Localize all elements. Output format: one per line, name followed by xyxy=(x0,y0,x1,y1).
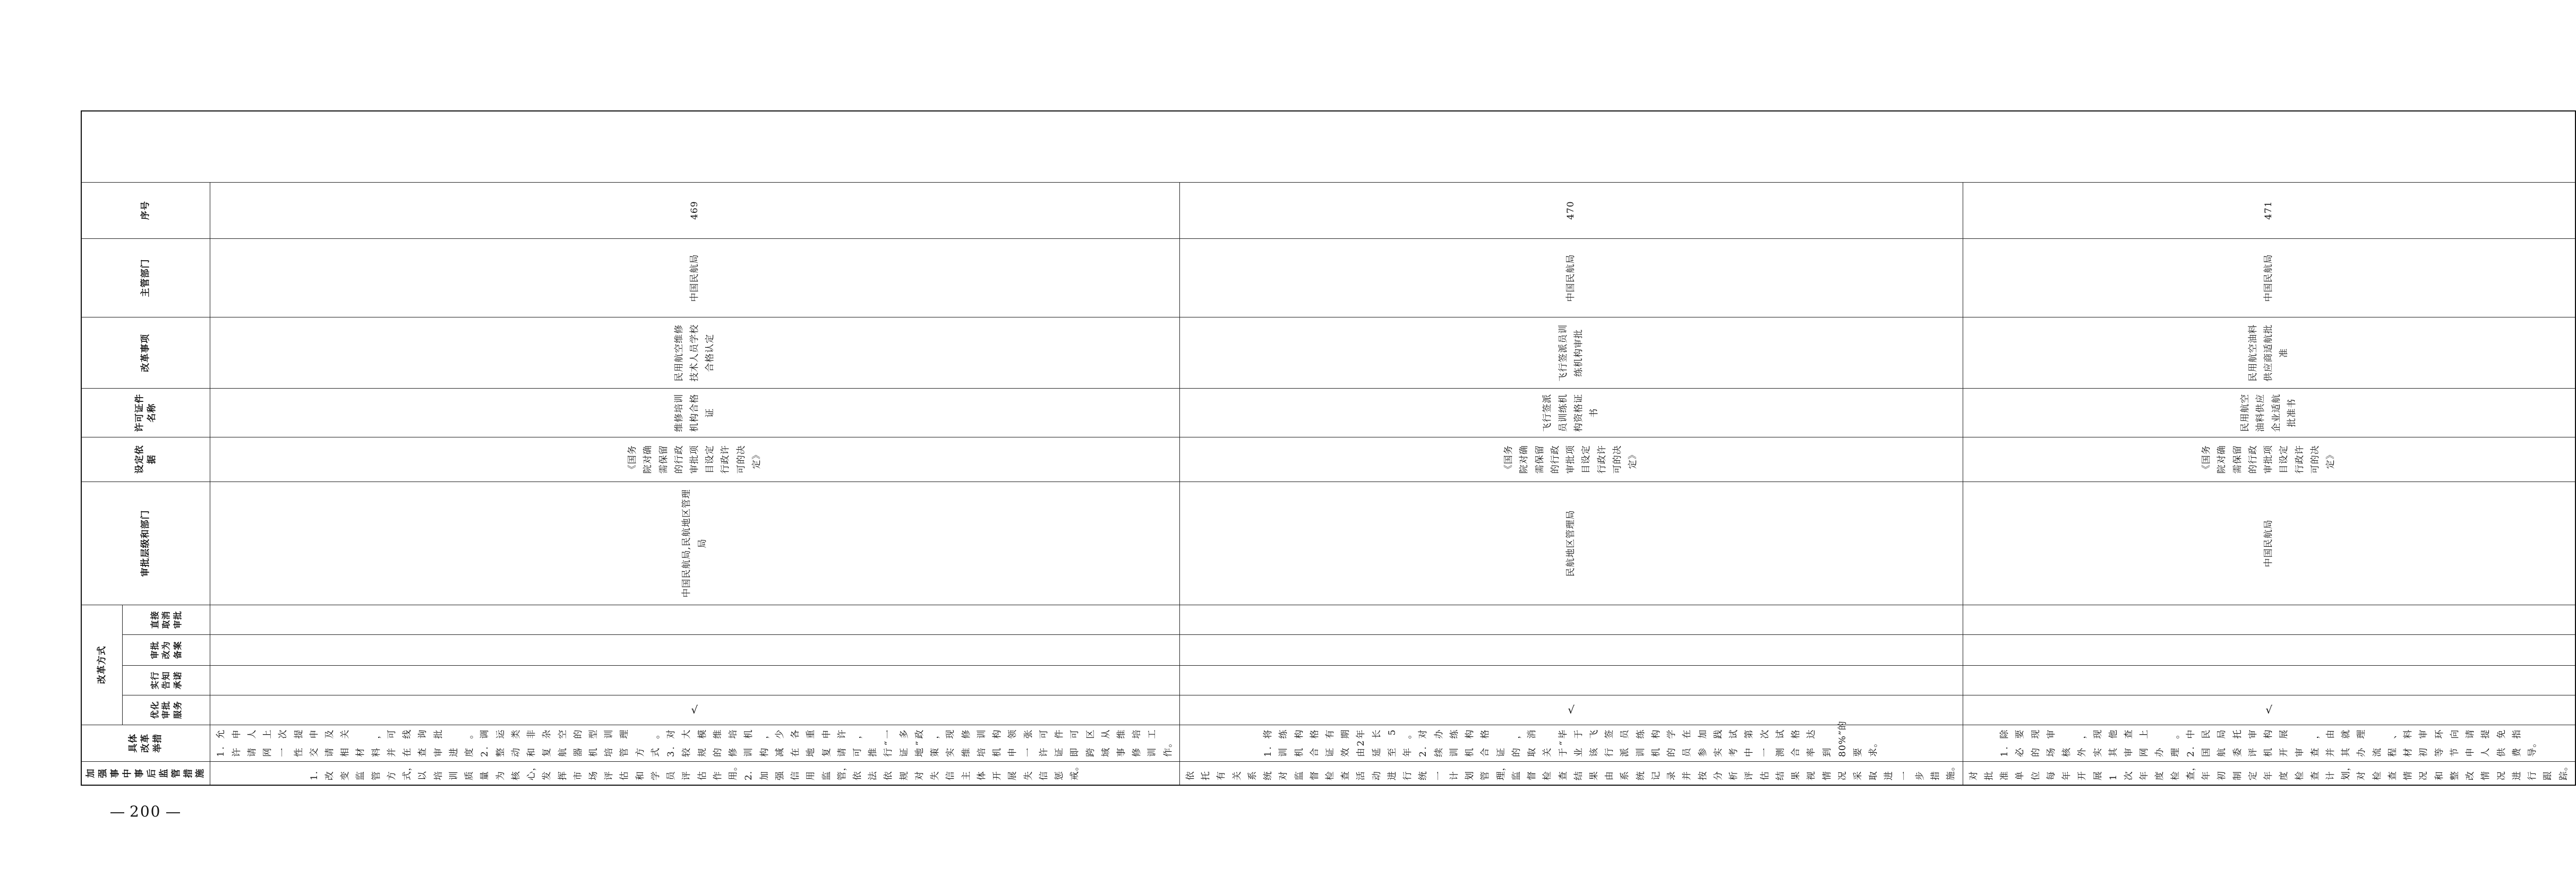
supervision-cell: 对批准单位每年开展1次年度检查，年初制定年度检查计划，对检查情况和整改情况进行跟踪。 xyxy=(1963,761,2575,785)
dept-cell: 中国民航局 xyxy=(1179,238,1963,317)
check-mark-icon: √ xyxy=(691,703,699,716)
table-row xyxy=(1963,111,2575,785)
header-mode-optimize: 优化审批服务 xyxy=(122,695,210,725)
check-mark-icon: √ xyxy=(1567,703,1575,716)
header-license: 许可证件名称 xyxy=(81,389,210,437)
level-cell: 民航地区管理局 xyxy=(1179,482,1963,605)
license-cell: 维修培训机构合格证 xyxy=(210,389,1180,437)
footer-dash-left xyxy=(110,812,124,813)
seq-cell: 471 xyxy=(1963,182,2575,238)
header-supervision: 加强事中事后监管措施 xyxy=(81,761,210,785)
level-cell: 中国民航局 xyxy=(1963,482,2575,605)
rotated-table-container xyxy=(81,110,2569,786)
dept-cell: 中国民航局 xyxy=(210,238,1180,317)
basis-cell: 《国务院对确需保留的行政审批项目设定行政许可的决定》 xyxy=(210,437,1180,482)
basis-cell: 《国务院对确需保留的行政审批项目设定行政许可的决定》 xyxy=(1179,437,1963,482)
record-cell xyxy=(1963,634,2575,665)
promise-cell xyxy=(1179,665,1963,695)
supervision-cell: 依托有关系统对监督检查活动进行统一计划管理，监督检查结果由系统记录并按分析评估结果视情况采取进一步措施。 xyxy=(1179,761,1963,785)
page-footer xyxy=(105,803,185,820)
table-row xyxy=(210,111,1180,785)
header-measures: 具体改革举措 xyxy=(81,725,210,761)
header-mode-cancel: 直接取消审批 xyxy=(122,605,210,634)
header-row xyxy=(81,111,122,785)
header-dept: 主管部门 xyxy=(81,238,210,317)
seq-cell: 469 xyxy=(210,182,1180,238)
reform-table xyxy=(81,110,2576,786)
promise-cell xyxy=(1963,665,2575,695)
record-cell xyxy=(1179,634,1963,665)
seq-cell: 470 xyxy=(1179,182,1963,238)
measures-cell: 1．除必要的现场审核外，实现其他审查网上办理。2．中国民航局委托评审机构开展审查，并由其就办理流程、材料初审等环节向申请人提供免费指导。 xyxy=(1963,725,2575,761)
header-mode: 改革方式 xyxy=(81,605,122,725)
license-cell: 飞行签派员训练机构资格证书 xyxy=(1179,389,1963,437)
item-cell: 民用航空油料供应商适航批准 xyxy=(1963,317,2575,389)
check-mark-icon: √ xyxy=(2265,703,2273,716)
cancel-cell xyxy=(1963,605,2575,634)
measures-cell: 1．将训练机构合格证有效期由2年延长至5年。2．对续办训练机构合格证的，取消关于“毕业于该飞行签派员训练机构的学员在参加实践考试中第一次测试合格率达到80%”的要求。 xyxy=(1179,725,1963,761)
header-mode-promise: 实行告知承诺 xyxy=(122,665,210,695)
optimize-cell xyxy=(210,695,1180,725)
header-seq: 序号 xyxy=(81,182,210,238)
table-row xyxy=(1179,111,1963,785)
level-cell: 中国民航局,民航地区管理局 xyxy=(210,482,1180,605)
basis-cell: 《国务院对确需保留的行政审批项目设定行政许可的决定》 xyxy=(1963,437,2575,482)
promise-cell xyxy=(210,665,1180,695)
measures-cell: 1．允许申请人网上一次性提交申请及相关材料，并可在线查询审批进度。2．调整运动类和非复杂航空器的机型培训管理方式。3．对较大规模的维修培训机构，减少在各地重复申请许可，推行“一证多地”政策，实现维修培训机构申领一张许可证件即可跨区域从事维修培训工作。 xyxy=(210,725,1180,761)
header-item: 改革事项 xyxy=(81,317,210,389)
item-cell: 民用航空维修技术人员学校合格认定 xyxy=(210,317,1180,389)
cancel-cell xyxy=(210,605,1180,634)
license-cell: 民用航空油料供应企业适航批准书 xyxy=(1963,389,2575,437)
item-cell: 飞行签派员训练机构审批 xyxy=(1179,317,1963,389)
header-basis: 设定依据 xyxy=(81,437,210,482)
dept-cell: 中国民航局 xyxy=(1963,238,2575,317)
cancel-cell xyxy=(1179,605,1963,634)
page-number: 200 xyxy=(130,803,161,820)
record-cell xyxy=(210,634,1180,665)
optimize-cell xyxy=(1963,695,2575,725)
header-level: 审批层级和部门 xyxy=(81,482,210,605)
header-mode-record: 审批改为备案 xyxy=(122,634,210,665)
supervision-cell: 1．改变监管方式，以培训质量为核心，发挥市场评估和学员评估作用。2．加强信用监管，依法依规对失信主体开展失信惩戒。 xyxy=(210,761,1180,785)
footer-dash-right xyxy=(166,812,180,813)
